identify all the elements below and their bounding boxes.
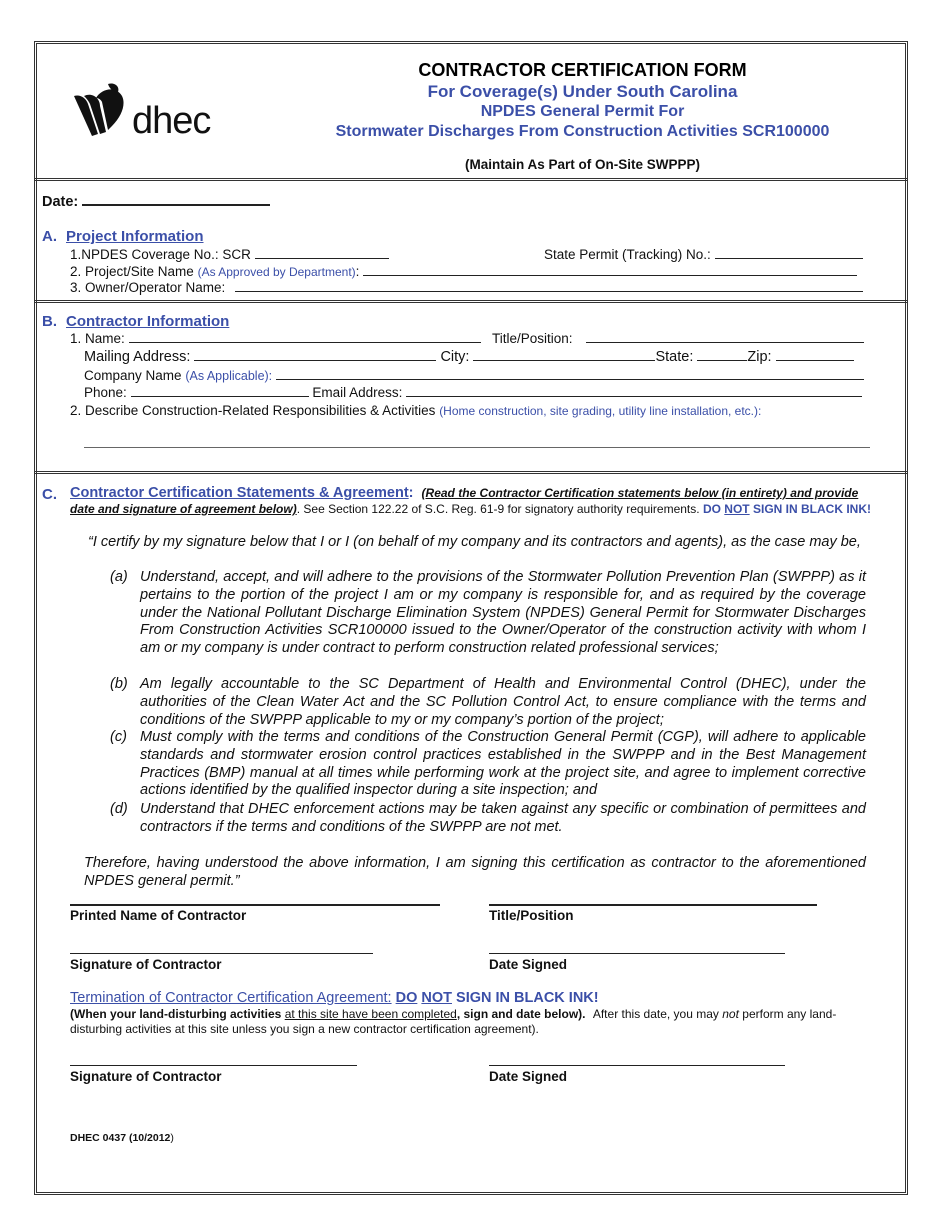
coverage-row [70,246,389,262]
form-id-close: ) [170,1132,174,1144]
printed-name-label: Printed Name of Contractor [70,908,247,923]
section-c-instruction: (Read the Contractor Certification statements below (in entirety) and provide [421,486,859,500]
state-permit-row [544,246,863,262]
warn-do: DO [702,502,721,516]
company-label: Company Name [84,368,182,383]
describe-row [70,403,761,418]
city-field[interactable] [473,348,655,361]
certification-item-b [110,676,866,729]
company-row [84,367,864,383]
owner-label: 3. Owner/Operator Name: [70,280,226,295]
phone-label: Phone: [84,385,127,400]
termination-title: Termination of Contractor Certification Agreement: [70,990,392,1006]
zip-field[interactable] [776,348,854,361]
divider-header [34,178,908,181]
email-field[interactable] [406,384,862,397]
form-id [70,1132,174,1144]
term-warn-rest: SIGN IN BLACK INK! [456,990,599,1006]
form-note: (Maintain As Part of On-Site SWPPP) [464,157,701,172]
section-c-warning [703,502,871,516]
section-c-reference: . See Section 122.22 of S.C. Reg. 61-9 for signatory authority requirements. [296,502,700,516]
state-permit-label: State Permit (Tracking) No.: [544,247,711,262]
section-c-heading [70,485,858,501]
certification-item-a [110,569,866,658]
termination-warning [396,990,599,1006]
site-name-row [70,263,857,279]
term-bold-2: , sign and date below). [456,1007,586,1021]
warn-rest: SIGN IN BLACK INK! [752,502,871,516]
term-bold-underline: at this site have been completed [284,1007,457,1021]
date-field[interactable] [82,192,270,206]
date-signed-label: Date Signed [489,957,568,972]
section-b-letter: B. [42,313,57,330]
signature-label: Signature of Contractor [70,957,222,972]
section-c-subline [70,502,871,516]
form-subtitle-1: For Coverage(s) Under South Carolina [427,82,738,101]
site-name-field[interactable] [363,263,857,276]
item-b-label: (b) [110,676,128,692]
title-label: Title/Position: [492,331,573,346]
date-row [42,192,270,210]
describe-label: 2. Describe Construction-Related Responsibilities & Activities [70,403,436,418]
phone-field[interactable] [131,384,309,397]
divider-b [34,471,908,474]
mailing-label: Mailing Address: [84,349,191,365]
site-name-colon: : [355,264,360,279]
term-rest-not: not [722,1007,739,1021]
printed-name-field[interactable] [70,904,440,906]
company-field[interactable] [276,367,864,380]
termination-text-2: disturbing activities at this site unless you sign a new contractor certification agreement). [70,1022,539,1036]
certification-intro: “I certify by my signature below that I or I (on behalf of my company and its contractors and agents), as the case may be, [88,534,861,550]
term-warn-not: NOT [421,990,452,1006]
name-field[interactable] [129,330,481,343]
termination-signature-field[interactable] [70,1065,357,1066]
term-bold-1: (When your land-disturbing activities [70,1007,282,1021]
state-permit-field[interactable] [715,246,863,259]
title-row [492,330,864,346]
site-name-label: 2. Project/Site Name [70,264,194,279]
title-position-field[interactable] [489,904,817,906]
title-field[interactable] [586,330,864,343]
date-signed-field[interactable] [489,953,785,954]
site-name-hint: (As Approved by Department) [197,265,356,279]
termination-heading [70,990,599,1006]
termination-date-label: Date Signed [489,1069,568,1084]
owner-row [70,279,863,295]
termination-text-1 [70,1007,836,1021]
warn-not: NOT [724,502,750,516]
termination-date-field[interactable] [489,1065,785,1066]
owner-field[interactable] [235,279,863,292]
state-field[interactable] [697,348,747,361]
mailing-row [84,348,854,365]
phone-row [84,384,862,400]
describe-field[interactable] [84,447,870,448]
city-label: City: [440,349,470,365]
divider-a [34,300,908,303]
section-a-letter: A. [42,228,57,245]
item-b-text: Am legally accountable to the SC Department of Health and Environmental Control (DHEC), under the authorities of the Clean Water Act and the SC Pollution Control Act, to ensure compliance with the terms and conditions of the SWPPP applicable to my or my company’s portion of the project; [140,676,866,728]
certification-item-c [110,729,866,800]
certification-item-d [110,801,866,837]
email-label: Email Address: [312,385,403,400]
item-a-text: Understand, accept, and will adhere to the provisions of the Stormwater Pollution Prevention Plan (SWPPP) as it pertains to the portion of the project I am or my company is responsible for, and as required by the coverage under the National Pollutant Discharge Elimination System (NPDES) General Permit for Stormwater Discharges From Construction Activities SCR100000 issued to the Owner/Operator of the construction activity with whom I am or my company is under contract to perform construction related professional services; [140,569,866,657]
date-label: Date: [42,194,79,210]
term-rest-2: perform any land- [742,1007,837,1021]
term-warn-do: DO [395,990,418,1006]
certification-closing: Therefore, having understood the above information, I am signing this certification as contractor to the aforementioned NPDES general permit.” [84,855,866,889]
company-hint: (As Applicable): [185,369,273,383]
section-c-title: Contractor Certification Statements & Agreement [70,485,409,501]
item-d-label: (d) [110,801,128,817]
section-c-instruction-2: date and signature of agreement below) [70,502,297,516]
section-c-colon: : [408,485,414,501]
section-a-title: Project Information [66,228,204,245]
mailing-field[interactable] [194,348,436,361]
form-subtitle-3: Stormwater Discharges From Construction Activities SCR100000 [335,123,830,140]
describe-hint: (Home construction, site grading, utility line installation, etc.): [439,404,762,418]
name-row [70,330,481,346]
form-id-text: DHEC 0437 (10/2012 [70,1132,171,1144]
title-position-label: Title/Position [489,908,574,923]
coverage-field[interactable] [255,246,389,259]
section-b-title: Contractor Information [66,313,230,330]
item-c-text: Must comply with the terms and conditions of the Construction General Permit (CGP), will adhere to applicable standards and stormwater erosion control practices established in the SWPPP and in the Best Management Practices (BMP) manual at all times while performing work at the project site, and agree to implement corrective actions identified by the qualified inspector during a site inspection; and [140,729,866,799]
state-label: State: [655,349,694,365]
item-d-text: Understand that DHEC enforcement actions may be taken against any specific or combination of permittees and contractors if the terms and conditions of the SWPPP are not met. [140,801,866,835]
logo-text: dhec [132,100,211,142]
term-rest-1: After this date, you may [592,1007,719,1021]
form-title: CONTRACTOR CERTIFICATION FORM [418,60,747,80]
name-label: 1. Name: [70,331,125,346]
item-c-label: (c) [110,729,127,745]
signature-field[interactable] [70,953,373,954]
termination-signature-label: Signature of Contractor [70,1069,222,1084]
coverage-label: 1.NPDES Coverage No.: SCR [70,247,251,262]
form-subtitle-2: NPDES General Permit For [480,103,685,120]
section-c-letter: C. [42,486,57,503]
zip-label: Zip: [747,349,772,365]
item-a-label: (a) [110,569,128,585]
